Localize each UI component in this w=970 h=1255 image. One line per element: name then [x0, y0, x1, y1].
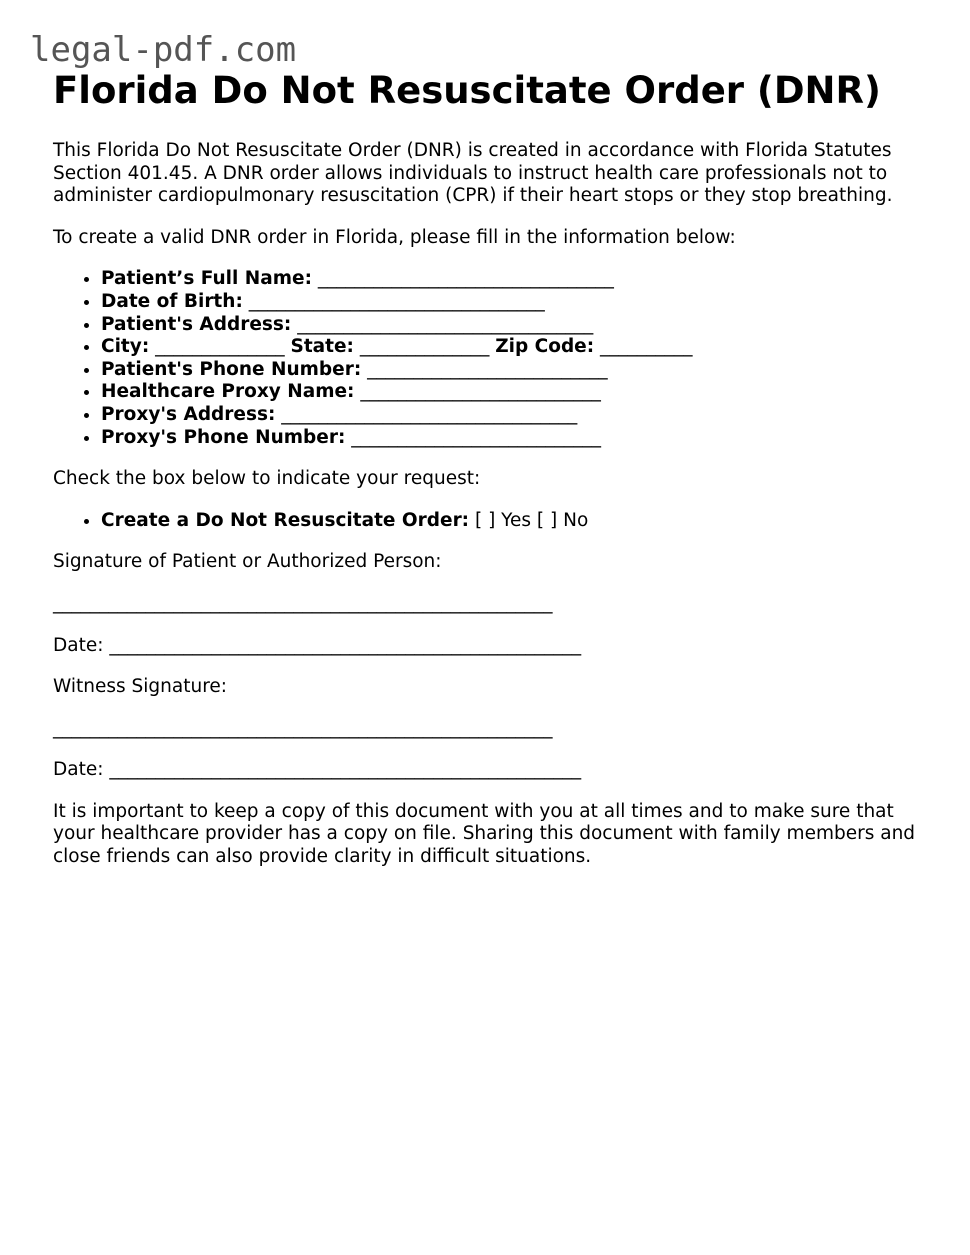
- blank-line: __________________________: [354, 381, 601, 403]
- field-date-of-birth: [101, 291, 933, 314]
- patient-signature-label: Signature of Patient or Authorized Person:: [53, 551, 442, 573]
- intro-paragraph: This Florida Do Not Resuscitate Order (DNR) is created in accordance with Florida Statutes Section 401.45. A DNR order allows individuals to instruct health care professionals not to administer cardiopulmonary resuscitation (CPR) if their heart stops or they stop breathing.: [53, 140, 893, 207]
- witness-signature-line: ______________________________________________________: [53, 717, 553, 739]
- blank-line: ________________________________: [291, 313, 594, 335]
- closing-paragraph: It is important to keep a copy of this document with you at all times and to make sure that your healthcare provider has a copy on file. Sharing this document with family members and close friends can also provide clarity in difficult situations.: [53, 800, 916, 868]
- instructions-text: To create a valid DNR order in Florida, please fill in the information below:: [53, 226, 736, 248]
- blank-line: __________________________: [361, 358, 608, 380]
- patient-info-list: [53, 268, 933, 449]
- field-label: Proxy's Phone Number:: [101, 426, 346, 448]
- yes-no-checkboxes: [ ] Yes [ ] No: [469, 509, 589, 531]
- dnr-request-list: [53, 510, 933, 533]
- document-page: [53, 68, 933, 869]
- field-label-zip: Zip Code:: [495, 336, 595, 358]
- blank-line: ________________________________: [311, 268, 614, 290]
- blank-line: __________: [594, 336, 693, 358]
- witness-signature-label: Witness Signature:: [53, 676, 228, 698]
- field-patient-address: [101, 314, 933, 337]
- patient-signature-date: Date: ___________________________________________________: [53, 634, 582, 656]
- field-proxy-phone: [101, 427, 933, 450]
- field-city-state-zip: [101, 336, 933, 359]
- blank-line: ________________________________: [275, 403, 578, 425]
- field-label: Date of Birth:: [101, 290, 243, 312]
- dnr-request-item: [101, 510, 933, 533]
- field-patient-full-name: [101, 268, 933, 291]
- field-label: Proxy's Address:: [101, 403, 276, 425]
- blank-line: ________________________________: [242, 290, 545, 312]
- blank-line: ______________: [353, 336, 496, 358]
- witness-signature-date: Date: ___________________________________________________: [53, 759, 582, 781]
- field-label-city: City:: [101, 336, 150, 358]
- patient-signature-line: ______________________________________________________: [53, 592, 553, 614]
- field-label: Patient's Address:: [101, 313, 292, 335]
- dnr-request-label: Create a Do Not Resuscitate Order:: [101, 509, 470, 531]
- field-label-state: State:: [290, 336, 354, 358]
- field-label: Patient’s Full Name:: [101, 268, 312, 290]
- check-prompt: Check the box below to indicate your request:: [53, 468, 481, 490]
- document-title: Florida Do Not Resuscitate Order (DNR): [53, 69, 881, 112]
- field-patient-phone: [101, 359, 933, 382]
- field-label: Healthcare Proxy Name:: [101, 381, 355, 403]
- field-label: Patient's Phone Number:: [101, 358, 362, 380]
- watermark-logo: legal-pdf.com: [30, 30, 297, 70]
- blank-line: ___________________________: [345, 426, 601, 448]
- blank-line: ______________: [149, 336, 291, 358]
- field-proxy-name: [101, 381, 933, 404]
- field-proxy-address: [101, 404, 933, 427]
